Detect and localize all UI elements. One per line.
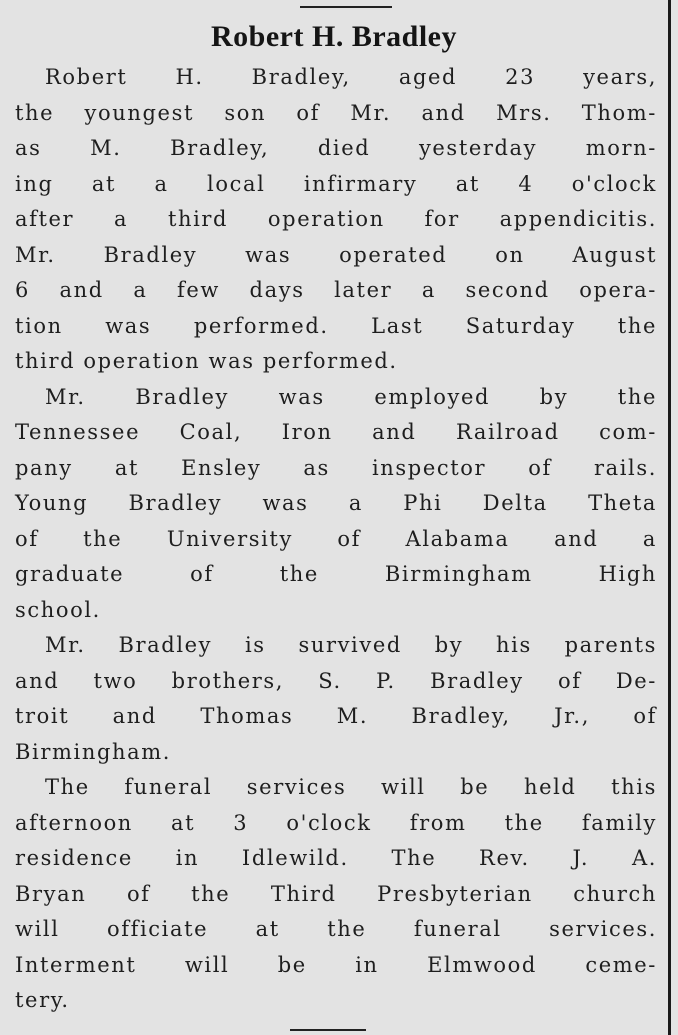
- article-text-line: and two brothers, S. P. Bradley of De-: [15, 668, 657, 693]
- article-text-line: tery.: [15, 988, 70, 1012]
- article-text-line: Robert H. Bradley, aged 23 years,: [45, 65, 657, 89]
- article-text-line: Mr. Bradley was employed by the: [45, 384, 657, 409]
- article-text-line: after a third operation for appendicitis.: [15, 207, 657, 231]
- article-text-line: tion was performed. Last Saturday the: [15, 313, 657, 338]
- article-text-line: troit and Thomas M. Bradley, Jr., of: [15, 704, 657, 728]
- article-text-line: Tennessee Coal, Iron and Railroad com-: [15, 420, 657, 444]
- article-text-line: Birmingham.: [15, 739, 172, 764]
- article-text-line: pany at Ensley as inspector of rails.: [15, 455, 657, 480]
- article-headline: Robert H. Bradley: [211, 20, 457, 53]
- column-divider: [668, 0, 671, 1035]
- article-body: [15, 60, 657, 1019]
- article-text-line: Interment will be in Elmwood ceme-: [15, 952, 657, 977]
- article-text-line: Bryan of the Third Presbyterian church: [15, 881, 657, 906]
- article-text-line: of the University of Alabama and a: [15, 526, 657, 551]
- article-text-line: residence in Idlewild. The Rev. J. A.: [15, 846, 657, 870]
- article-text-line: Mr. Bradley is survived by his parents: [45, 633, 657, 657]
- article-text-line: third operation was performed.: [15, 349, 398, 373]
- article-text-line: graduate of the Birmingham High: [15, 562, 657, 586]
- article-text-line: 6 and a few days later a second opera-: [15, 278, 657, 302]
- article-text-line: Mr. Bradley was operated on August: [15, 242, 657, 267]
- article-text-line: as M. Bradley, died yesterday morn-: [15, 136, 657, 160]
- top-rule: [300, 6, 392, 8]
- article-text-line: afternoon at 3 o'clock from the family: [15, 810, 657, 835]
- article-text-line: the youngest son of Mr. and Mrs. Thom-: [15, 100, 657, 125]
- article-text-line: Young Bradley was a Phi Delta Theta: [15, 491, 657, 515]
- bottom-rule: [290, 1029, 366, 1031]
- article-text-line: will officiate at the funeral services.: [15, 917, 657, 941]
- article-text-line: ing at a local infirmary at 4 o'clock: [15, 171, 657, 196]
- article-text-line: school.: [15, 597, 101, 622]
- article-text-line: The funeral services will be held this: [45, 775, 657, 799]
